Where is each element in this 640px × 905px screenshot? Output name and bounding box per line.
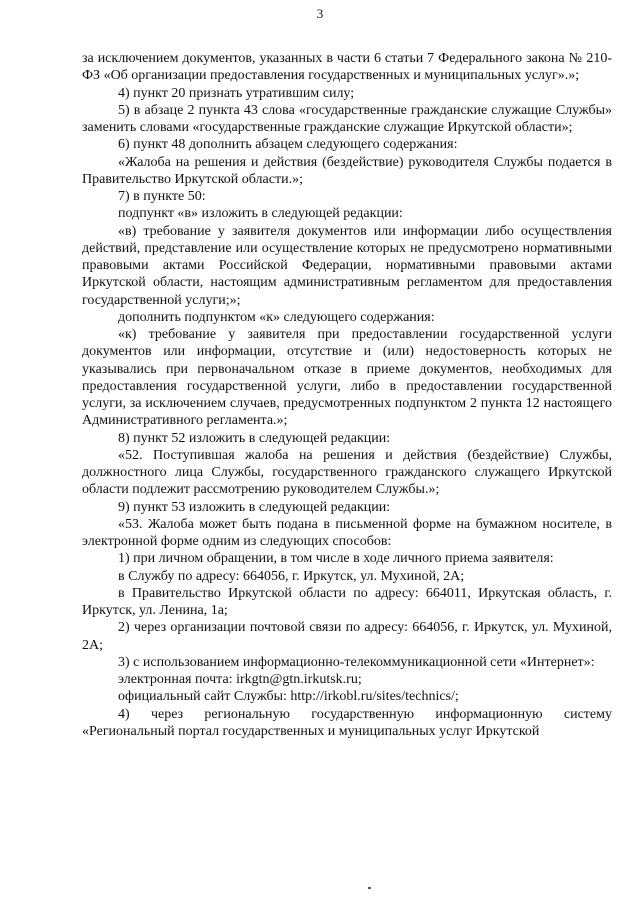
paragraph: 6) пункт 48 дополнить абзацем следующего содержания: — [118, 137, 458, 153]
paragraph: электронная почта: irkgtn@gtn.irkutsk.ru; — [118, 672, 362, 687]
paragraph: 4) через региональную государственную информационную систему «Региональный портал государственных и муниципальных услуг Иркутской — [82, 706, 612, 739]
paragraph: подпункт «в» изложить в следующей редакции: — [118, 206, 403, 222]
page-number: 3 — [316, 6, 324, 21]
paragraph: дополнить подпунктом «к» следующего содержания: — [118, 309, 435, 325]
paragraph: 5) в абзаце 2 пункта 43 слова «государственные гражданские служащие Службы» заменить словами «государственные гражданские служащие Иркутской области»; — [82, 102, 612, 135]
document-body — [82, 50, 612, 740]
paragraph: 7) в пункте 50: — [118, 189, 206, 204]
paragraph: 1) при личном обращении, в том числе в ходе личного приема заявителя: — [118, 551, 554, 567]
paragraph: 9) пункт 53 изложить в следующей редакции: — [118, 499, 391, 515]
paragraph: «к) требование у заявителя при предоставлении государственной услуги документов или информации, отсутствие и (или) недостоверность которых не указывались при первоначальном отказе в приеме документов, необходимых для предоставления государственной услуги, либо в предоставлении государственной услуги, за исключением случаев, предусмотренных подпунктом 2 пункта 12 настоящего Административного регламента.»; — [82, 327, 612, 429]
paragraph: «52. Поступившая жалоба на решения и действия (бездействие) Службы, должностного лица Службы, государственного гражданского служащего Иркутской области подлежит рассмотрению руководителем Службы.»; — [82, 447, 612, 498]
scan-speck — [368, 887, 371, 889]
paragraph: в Службу по адресу: 664056, г. Иркутск, ул. Мухиной, 2А; — [118, 568, 465, 584]
paragraph: «Жалоба на решения и действия (бездействие) руководителя Службы подается в Правительство Иркутской области.»; — [82, 154, 612, 187]
paragraph: за исключением документов, указанных в части 6 статьи 7 Федерального закона № 210-ФЗ «Об организации предоставления государственных и муниципальных услуг».»; — [82, 51, 612, 84]
paragraph: 4) пункт 20 признать утратившим силу; — [118, 85, 355, 101]
paragraph: 8) пункт 52 изложить в следующей редакции: — [118, 430, 391, 446]
paragraph: 3) с использованием информационно-телекоммуникационной сети «Интернет»: — [118, 654, 595, 670]
paragraph: 2) через организации почтовой связи по адресу: 664056, г. Иркутск, ул. Мухиной, 2А; — [82, 620, 612, 653]
paragraph: «в) требование у заявителя документов или информации либо осуществления действий, представление или осуществление которых не предусмотрено нормативными правовыми актами Российской Федерации, нормативными правовыми актами Иркутской области, настоящим административным регламентом для предоставления государственной услуги;»; — [82, 223, 612, 308]
paragraph: в Правительство Иркутской области по адресу: 664011, Иркутская область, г. Иркутск, ул. Ленина, 1а; — [82, 585, 612, 618]
paragraph: «53. Жалоба может быть подана в письменной форме на бумажном носителе, в электронной форме одним из следующих способов: — [82, 516, 612, 549]
paragraph: официальный сайт Службы: http://irkobl.ru/sites/technics/; — [118, 689, 459, 705]
